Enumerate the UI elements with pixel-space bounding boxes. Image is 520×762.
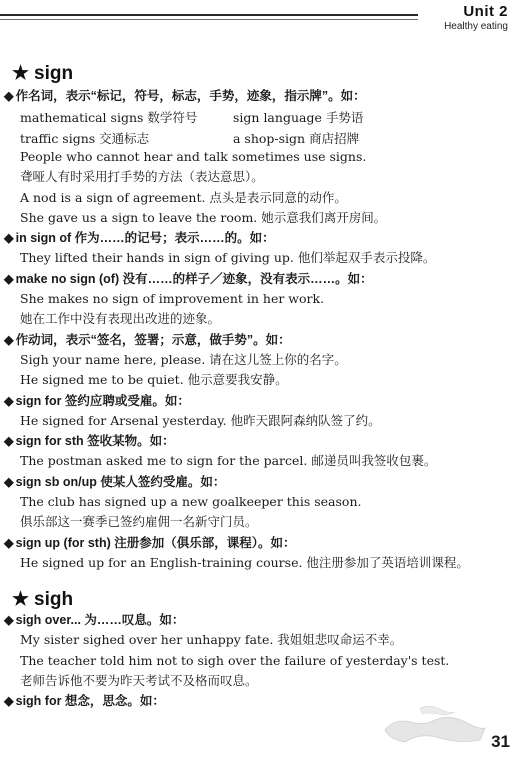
sense-line (4, 433, 175, 449)
sense-text: sign for 签约应聘或受雇。如： (15, 393, 190, 408)
diamond-bullet-icon: ◆ (4, 535, 14, 550)
sense-line (4, 474, 225, 490)
section-heading-0 (12, 62, 73, 85)
unit-title: Unit 2 (463, 3, 508, 20)
diamond-bullet-icon: ◆ (4, 332, 14, 347)
world-map-decoration (380, 700, 490, 750)
example-pair-right: a shop-sign 商店招牌 (233, 130, 360, 146)
example-line: The postman asked me to sign for the parcel. 邮递员叫我签收包裹。 (20, 453, 437, 469)
example-line: Sigh your name here, please. 请在这儿签上你的名字。 (20, 351, 347, 367)
diamond-bullet-icon: ◆ (4, 613, 14, 627)
diamond-bullet-icon: ◆ (4, 434, 14, 449)
sense-line (4, 230, 275, 246)
sense-text: sign sb on/up 使某人签约受雇。如： (15, 474, 226, 489)
diamond-bullet-icon: ◆ (4, 694, 14, 709)
example-pair-left: traffic signs 交通标志 (20, 130, 150, 146)
diamond-bullet-icon: ◆ (4, 231, 14, 246)
example-line: He signed for Arsenal yesterday. 他昨天跟阿森纳队签了约。 (20, 412, 381, 428)
example-line: A nod is a sign of agreement. 点头是表示同意的动作。 (20, 189, 347, 205)
sense-text: sign for sth 签收某物。如： (15, 434, 175, 449)
star-icon: ★ (12, 63, 30, 84)
sense-text: in sign of 作为……的记号；表示……的。如： (15, 231, 275, 246)
example-line: My sister sighed over her unhappy fate. 我姐姐悲叹命运不幸。 (20, 632, 403, 648)
example-line: 俱乐部这一赛季已签约雇佣一名新守门员。 (20, 514, 258, 530)
sense-text: 作动词，表示“签名，签署；示意，做手势”。如： (15, 332, 291, 347)
headword: sigh (34, 589, 74, 610)
example-line: 聋哑人有时采用打手势的方法（表达意思）。 (20, 169, 264, 185)
example-line: He signed me to be quiet. 他示意要我安静。 (20, 372, 288, 388)
diamond-bullet-icon: ◆ (4, 271, 14, 286)
sense-text: 作名词，表示“标记，符号，标志，手势，迹象，指示牌”。如： (15, 89, 366, 103)
header-rule (0, 14, 418, 16)
sense-line (4, 88, 366, 104)
example-line: They lifted their hands in sign of giving up. 他们举起双手表示投降。 (20, 250, 436, 266)
star-icon: ★ (12, 589, 30, 610)
sense-line (4, 393, 190, 409)
example-line: She gave us a sign to leave the room. 她示意我们离开房间。 (20, 209, 387, 225)
diamond-bullet-icon: ◆ (4, 474, 14, 489)
example-line: The teacher told him not to sigh over the failure of yesterday's test. (20, 652, 450, 668)
page-number: 31 (491, 732, 510, 751)
diamond-bullet-icon: ◆ (4, 393, 14, 408)
example-line: He signed up for an English-training course. 他注册参加了英语培训课程。 (20, 554, 469, 570)
example-line: 她在工作中没有表现出改进的迹象。 (20, 311, 221, 327)
sense-line (4, 612, 184, 628)
sense-line (4, 332, 291, 348)
sense-line (4, 535, 295, 551)
sense-line (4, 693, 165, 709)
unit-subtitle: Healthy eating (444, 21, 508, 32)
example-line: People who cannot hear and talk sometimes use signs. (20, 148, 367, 164)
sense-text: sign up (for sth) 注册参加（俱乐部，课程）。如： (15, 535, 296, 550)
diamond-bullet-icon: ◆ (4, 89, 14, 103)
sense-text: make no sign (of) 没有……的样子／迹象，没有表示……。如： (15, 271, 373, 286)
example-pair-left: mathematical signs 数学符号 (20, 110, 198, 126)
sense-text: sigh over... 为……叹息。如： (15, 613, 185, 627)
sense-text: sigh for 想念，思念。如： (15, 694, 165, 709)
example-line: She makes no sign of improvement in her work. (20, 291, 325, 306)
example-line: 老师告诉他不要为昨天考试不及格而叹息。 (20, 672, 258, 688)
header-rule-thin (0, 19, 418, 20)
headword: sign (34, 63, 74, 84)
section-heading-1 (12, 588, 73, 611)
example-pair-right: sign language 手势语 (233, 110, 364, 126)
sense-line (4, 271, 373, 287)
example-line: The club has signed up a new goalkeeper this season. (20, 494, 362, 509)
